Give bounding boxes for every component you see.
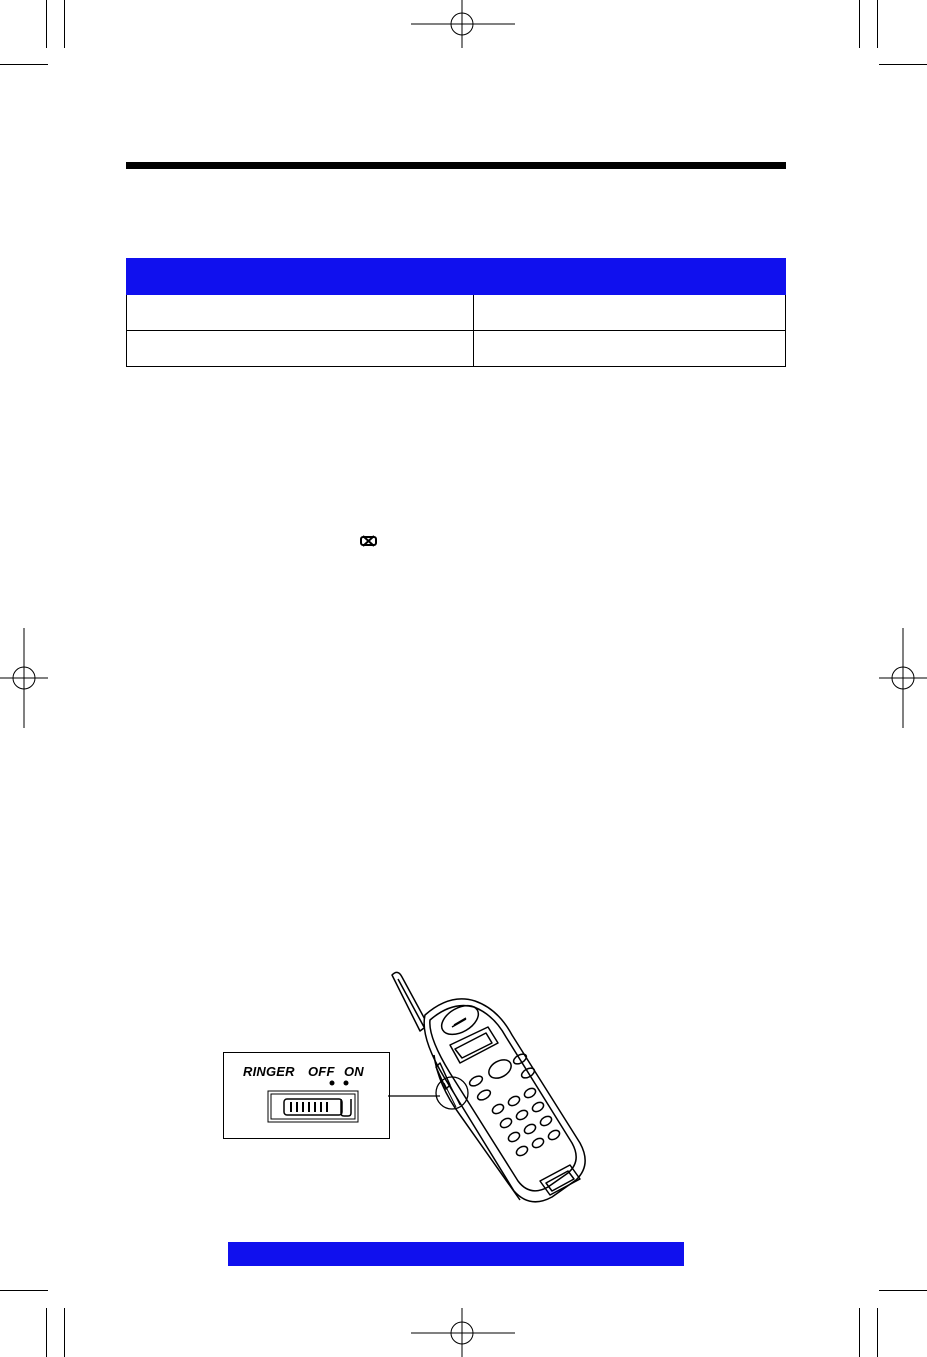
registration-mark-bottom <box>411 1308 515 1357</box>
table-cell <box>127 295 474 331</box>
footer-bar <box>228 1242 684 1266</box>
ringer-on-label: ON <box>344 1064 364 1079</box>
ringer-label: RINGER <box>243 1064 295 1079</box>
registration-mark-left <box>0 628 48 728</box>
table-header-row <box>127 259 786 295</box>
cordless-handset-illustration <box>380 965 610 1210</box>
ringer-switch-inset <box>223 1052 390 1139</box>
table-cell <box>474 331 786 367</box>
table-cell <box>474 295 786 331</box>
registration-mark-right <box>879 628 927 728</box>
table-row <box>127 331 786 367</box>
table-header-cell <box>474 259 786 295</box>
info-table <box>126 258 786 367</box>
table-header-cell <box>127 259 474 295</box>
ringer-switch <box>224 1053 389 1138</box>
table-row <box>127 295 786 331</box>
registration-mark-top <box>411 0 515 48</box>
ringer-off-icon <box>360 535 377 547</box>
ringer-off-label: OFF <box>308 1064 335 1079</box>
heading-rule <box>126 162 786 169</box>
table-cell <box>127 331 474 367</box>
